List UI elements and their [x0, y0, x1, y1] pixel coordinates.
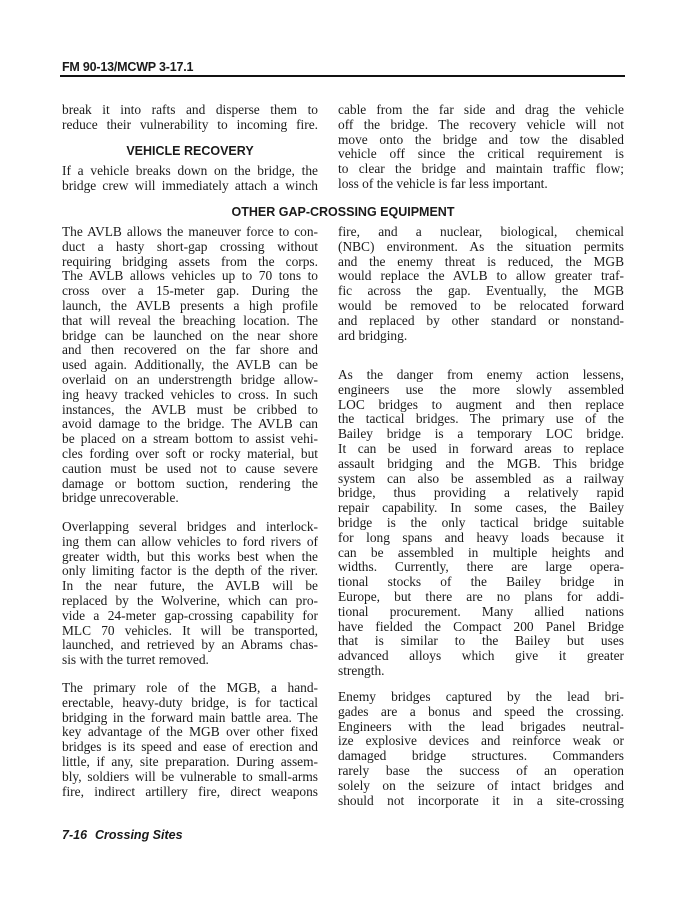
text-line: The AVLB allows vehicles up to 70 tons to [62, 268, 318, 284]
text-line: MLC 70 vehicles. It will be transported, [62, 622, 318, 638]
text-line: fic across the gap. Eventually, the MGB [338, 283, 624, 299]
text-line: to clear the bridge and maintain traffic flow; [338, 161, 624, 177]
text-line: tional procurement. Many allied nations [338, 603, 624, 619]
text-line: avoid damage to the bridge. The AVLB can [62, 416, 318, 432]
text-line: only limiting factor is the depth of the river. [62, 563, 318, 579]
text-line: Engineers with the lead brigades neutral- [338, 718, 624, 734]
text-line: key advantage of the MGB over other fixed [62, 724, 318, 740]
text-line: caution must be used not to cause severe [62, 460, 318, 476]
vehicle-recovery-paragraph-left [62, 164, 318, 194]
text-line: cross over a 15-meter gap. During the [62, 283, 318, 299]
text-line: The primary role of the MGB, a hand- [62, 680, 318, 695]
text-line: little, if any, site preparation. During assem- [62, 753, 318, 769]
text-line: instances, the AVLB must be cribbed to [62, 401, 318, 417]
page-footer [62, 828, 183, 842]
text-line: break it into rafts and disperse them to [62, 102, 318, 117]
text-line: used again. Additionally, the AVLB can be [62, 357, 318, 373]
overlapping-paragraph [62, 520, 318, 668]
text-line: (NBC) environment. As the situation permits [338, 238, 624, 254]
text-line: for long spans and heavy loads because it [338, 529, 624, 545]
text-line: advanced alloys which give it greater [338, 648, 624, 664]
text-line: launch, the AVLB presents a high profile [62, 297, 318, 313]
text-line: duct a hasty short-gap crossing without [62, 238, 318, 254]
text-line: repair capability. In some cases, the Bailey [338, 500, 624, 516]
text-line: bridge can be launched on the near shore [62, 327, 318, 343]
text-line: strength. [338, 662, 385, 678]
text-line: loss of the vehicle is far less important. [338, 175, 548, 191]
mgb-paragraph [62, 681, 318, 799]
intro-paragraph [62, 103, 318, 133]
avlb-paragraph [62, 225, 318, 506]
text-line: If a vehicle breaks down on the bridge, the [62, 163, 318, 178]
text-line: system can also be assembled as a railway [338, 470, 624, 486]
vehicle-recovery-heading: VEHICLE RECOVERY [126, 144, 254, 158]
text-line: ing heavy tracked vehicles to cross. In such [62, 386, 318, 402]
text-line: Overlapping several bridges and interlock- [62, 519, 318, 534]
text-line: solely on the seizure of intact bridges and [338, 777, 624, 793]
text-line: move onto the bridge and tow the disabled [338, 131, 624, 147]
text-line: bly, soldiers will be vulnerable to small-arms [62, 768, 318, 784]
text-line: It can be used in forward areas to replace [338, 440, 624, 456]
text-line: replaced by the Wolverine, which can pro- [62, 592, 318, 608]
text-line: bridge, thus providing a relatively rapid [338, 485, 624, 501]
text-line: would replace the AVLB to allow greater traf- [338, 268, 624, 284]
text-line: launched, and retrieved by an Abrams chas- [62, 637, 318, 653]
text-line: and replaced by other standard or nonstand- [338, 312, 624, 328]
header-rule [60, 75, 625, 77]
text-line: cable from the far side and drag the vehicle [338, 102, 624, 117]
text-line: have fielded the Compact 200 Panel Bridge [338, 618, 624, 634]
text-line: can be assembled in multiple heights and [338, 544, 624, 560]
text-line: ize explosive devices and reinforce weak or [338, 733, 624, 749]
chapter-title: Crossing Sites [95, 828, 183, 842]
text-line: bridge crew will immediately attach a winch [62, 177, 318, 193]
text-line: ard bridging. [338, 327, 408, 343]
text-line: Bailey bridge is a temporary LOC bridge. [338, 426, 624, 442]
running-header: FM 90-13/MCWP 3-17.1 [62, 60, 194, 74]
text-line: bridge unrecoverable. [62, 490, 179, 506]
text-line: requiring bridging assets from the corps. [62, 253, 318, 269]
text-line: fire, indirect artillery fire, direct weapons [62, 783, 318, 799]
text-line: widths. Currently, there are large opera- [338, 559, 624, 575]
text-line: damaged bridge structures. Commanders [338, 748, 624, 764]
text-line: off the bridge. The recovery vehicle will not [338, 116, 624, 132]
text-line: gades are a bonus and speed the crossing. [338, 703, 624, 719]
text-line: and then recovered on the far shore and [62, 342, 318, 358]
text-line: should not incorporate it in a site-crossing [338, 792, 624, 808]
text-line: assault bridging and the MGB. This bridge [338, 455, 624, 471]
text-line: damage or bottom suction, rendering the [62, 475, 318, 491]
text-line: LOC bridges to augment and then replace [338, 396, 624, 412]
text-line: Europe, but there are no plans for addi- [338, 588, 624, 604]
text-line: The AVLB allows the maneuver force to con- [62, 224, 318, 239]
text-line: reduce their vulnerability to incoming fire. [62, 116, 318, 132]
other-equipment-heading: OTHER GAP-CROSSING EQUIPMENT [231, 205, 455, 219]
text-line: that is similar to the Bailey but uses [338, 633, 624, 649]
text-line: Enemy bridges captured by the lead bri- [338, 689, 624, 704]
text-line: that will reveal the breaching location. The [62, 312, 318, 328]
vehicle-recovery-paragraph-right [338, 103, 624, 192]
page-number: 7-16 [62, 828, 88, 842]
text-line: bridges is its speed and ease of erection and [62, 739, 318, 755]
text-line: erectable, heavy-duty bridge, is for tactical [62, 694, 318, 710]
text-line: be placed on a stream bottom to assist vehi- [62, 431, 318, 447]
text-line: fire, and a nuclear, biological, chemical [338, 224, 624, 239]
text-line: In the near future, the AVLB will be [62, 578, 318, 594]
text-line: vide a 24-meter gap-crossing capability for [62, 607, 318, 623]
enemy-bridges-paragraph [338, 690, 624, 808]
text-line: greater width, but this works best when the [62, 548, 318, 564]
text-line: overlaid on an understrength bridge allow- [62, 371, 318, 387]
text-line: tional stocks of the Bailey bridge in [338, 574, 624, 590]
text-line: would be removed to be relocated forward [338, 297, 624, 313]
text-line: engineers use the more slowly assembled [338, 381, 624, 397]
text-line: sis with the turret removed. [62, 652, 209, 668]
text-line: bridge is the only tactical bridge suitable [338, 514, 624, 530]
text-line: As the danger from enemy action lessens, [338, 367, 624, 382]
text-line: and the enemy threat is reduced, the MGB [338, 253, 624, 269]
text-line: cles fording over soft or rocky material, but [62, 445, 318, 461]
text-line: bridging in the forward main battle area. The [62, 709, 318, 725]
bailey-paragraph [338, 368, 624, 679]
text-line: ing them can allow vehicles to ford rivers of [62, 533, 318, 549]
text-line: the tactical bridges. The primary use of the [338, 411, 624, 427]
text-line: vehicle off since the critical requirement is [338, 146, 624, 162]
mgb-continued-paragraph [338, 225, 624, 343]
text-line: rarely base the success of an operation [338, 762, 624, 778]
